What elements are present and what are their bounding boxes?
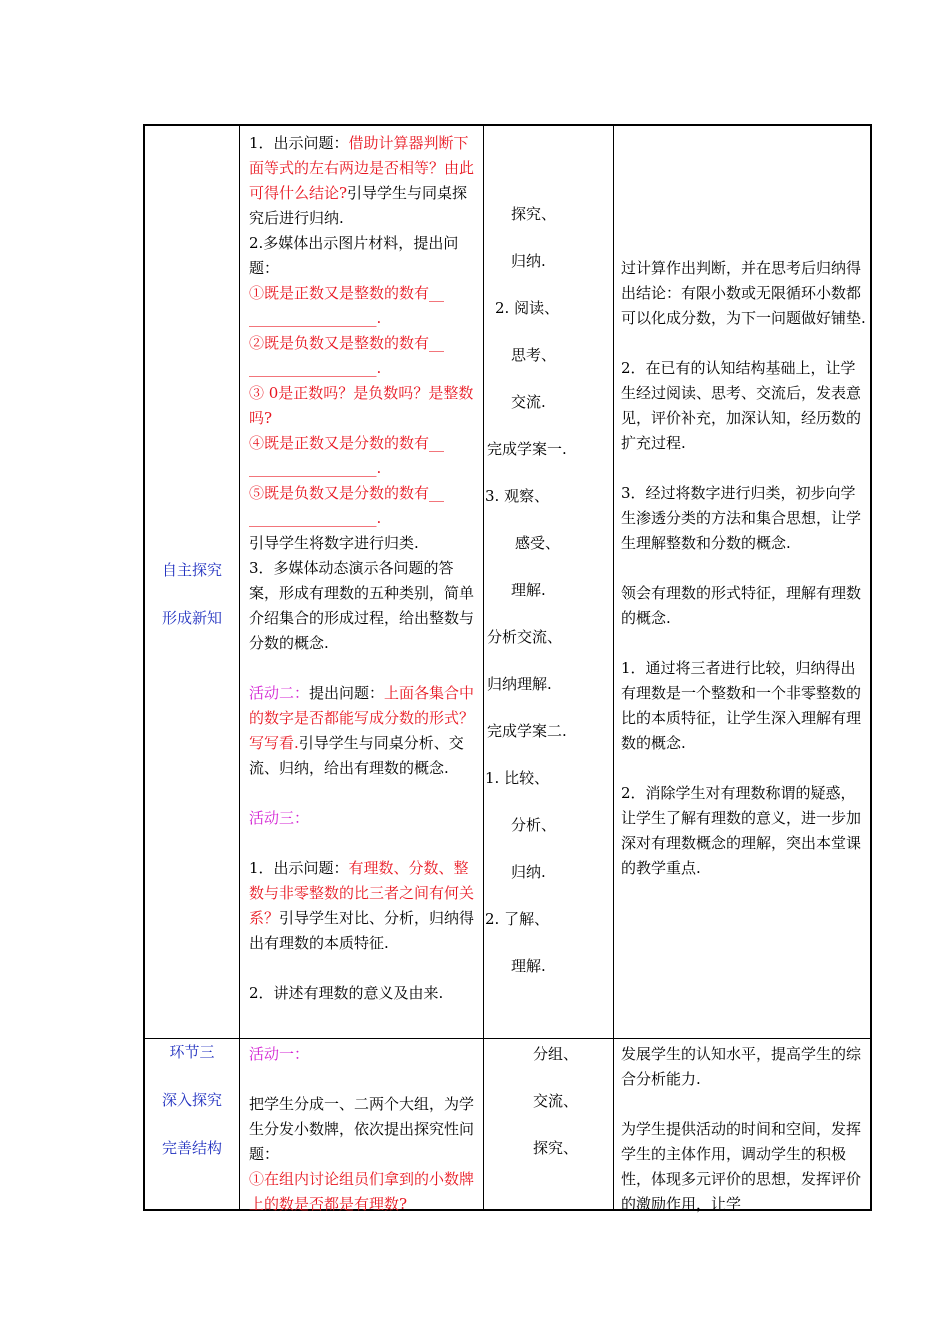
text-run: 引导学生与同桌探究后进行归纳. — [249, 184, 468, 227]
teacher-paragraph — [249, 331, 477, 356]
text-run: 上面各集合中的数字是否都能写成分数的形式？写写看. — [249, 684, 475, 752]
text-run: 引导学生与同桌分析、交流、归纳，给出有理数的概念. — [249, 734, 464, 777]
text-run: 3．多媒体动态演示各问题的答案，形成有理数的五种类别，简单介绍集合的形成过程，给出整数与分数的概念. — [249, 559, 475, 652]
text-run: 引导学生对比、分析，归纳得出有理数的本质特征. — [249, 909, 475, 952]
teacher-paragraph — [249, 356, 477, 381]
teacher-paragraph — [249, 506, 477, 531]
student-activity-line: 理解. — [511, 581, 546, 599]
student-activity-line: 探究、 — [533, 1139, 579, 1157]
stage-label: 自主探究 — [161, 561, 222, 579]
stage-label: 完善结构 — [161, 1139, 222, 1157]
text-run: 1．出示问题： — [249, 859, 349, 877]
teacher-paragraph — [249, 1167, 477, 1217]
student-activity-line: 2. 了解、 — [485, 910, 550, 928]
column-divider — [613, 126, 614, 1209]
student-activity-line: 完成学案二. — [487, 722, 567, 740]
teacher-paragraph — [249, 681, 477, 781]
teacher-paragraph — [249, 981, 477, 1006]
row1-intent-cell — [621, 256, 867, 881]
intent-paragraph: 发展学生的认知水平，提高学生的综合分析能力. — [621, 1045, 862, 1088]
stage-label: 环节三 — [169, 1043, 215, 1061]
row2-stage-cell — [145, 1040, 239, 1184]
lesson-plan-table — [143, 124, 872, 1211]
text-run: ①在组内讨论组员们拿到的小数牌上的数是否都是有理数? — [249, 1170, 475, 1213]
intent-paragraph: 为学生提供活动的时间和空间，发挥学生的主体作用，调动学生的积极性，体现多元评价的思想，发挥评价的激励作用，让学 — [621, 1120, 862, 1213]
teacher-paragraph — [249, 306, 477, 331]
text-run: 引导学生将数字进行归类. — [249, 534, 419, 552]
student-activity-line: 分组、 — [533, 1045, 579, 1063]
spacer — [621, 756, 867, 781]
teacher-paragraph — [249, 131, 477, 231]
text-run: ③ 0是正数吗？是负数吗？是整数吗? — [249, 384, 474, 427]
teacher-paragraph — [249, 456, 477, 481]
spacer — [249, 956, 477, 981]
teacher-paragraph — [249, 856, 477, 956]
text-run: ①既是正数又是整数的数有__ — [249, 284, 445, 302]
text-run: _________________. — [249, 459, 382, 477]
student-activity-line: 归纳. — [511, 863, 546, 881]
student-activity-line: 交流. — [511, 393, 546, 411]
text-run: 把学生分成一、二两个大组，为学生分发小数牌，依次提出探究性问题： — [249, 1095, 475, 1163]
student-activity-line: 感受、 — [515, 534, 561, 552]
row1-teacher-cell — [249, 131, 477, 1006]
intent-paragraph: 领会有理数的形式特征，理解有理数的概念. — [621, 584, 862, 627]
teacher-paragraph — [249, 481, 477, 506]
row2-teacher-cell — [249, 1042, 477, 1217]
student-activity-line: 完成学案一. — [487, 440, 567, 458]
text-run: 活动三： — [249, 809, 310, 827]
student-activity-line: 归纳理解. — [487, 675, 552, 693]
row1-student-cell — [485, 202, 611, 1001]
student-activity-line: 3. 观察、 — [485, 487, 550, 505]
student-activity-line: 探究、 — [511, 205, 557, 223]
student-activity-line: 思考、 — [511, 346, 557, 364]
spacer — [249, 1067, 477, 1092]
student-activity-line: 分析交流、 — [487, 628, 563, 646]
teacher-paragraph — [249, 556, 477, 656]
text-run: 有理数、分数、整数与非零整数的比三者之间有何关系？ — [249, 859, 475, 927]
text-run: 2．讲述有理数的意义及由来. — [249, 984, 444, 1002]
text-run: 活动一： — [249, 1045, 310, 1063]
text-run: 活动二： — [249, 684, 310, 702]
text-run: 1．出示问题： — [249, 134, 349, 152]
spacer — [621, 556, 867, 581]
stage-label: 形成新知 — [161, 609, 222, 627]
text-run: ②既是负数又是整数的数有__ — [249, 334, 445, 352]
teacher-paragraph — [249, 531, 477, 556]
intent-paragraph: 过计算作出判断，并在思考后归纳得出结论：有限小数或无限循环小数都可以化成分数，为下一问题做好铺垫. — [621, 259, 866, 327]
student-activity-line: 交流、 — [533, 1092, 579, 1110]
teacher-paragraph — [249, 1092, 477, 1167]
spacer — [249, 781, 477, 806]
spacer — [621, 331, 867, 356]
intent-paragraph: 3．经过将数字进行归类，初步向学生渗透分类的方法和集合思想，让学生理解整数和分数的概念. — [621, 484, 862, 552]
stage-label: 深入探究 — [161, 1091, 222, 1109]
spacer — [249, 656, 477, 681]
student-activity-line: 1. 比较、 — [485, 769, 550, 787]
teacher-paragraph — [249, 381, 477, 431]
teacher-paragraph — [249, 431, 477, 456]
teacher-paragraph — [249, 806, 477, 831]
student-activity-line: 理解. — [511, 957, 546, 975]
student-activity-line: 2. 阅读、 — [495, 299, 560, 317]
intent-paragraph: 2．在已有的认知结构基础上，让学生经过阅读、思考、交流后，发表意见，评价补充，加深认知，经历数的扩充过程. — [621, 359, 862, 452]
text-run: ⑤既是负数又是分数的数有__ — [249, 484, 445, 502]
teacher-paragraph — [249, 1042, 477, 1067]
text-run: 2.多媒体出示图片材料，提出问题： — [249, 234, 459, 277]
spacer — [621, 1092, 867, 1117]
row1-stage-cell — [145, 126, 239, 1038]
intent-paragraph: 1．通过将三者进行比较，归纳得出有理数是一个整数和一个非零整数的比的本质特征，让学生深入理解有理数的概念. — [621, 659, 862, 752]
row2-intent-cell — [621, 1042, 867, 1217]
intent-paragraph: 2．消除学生对有理数称谓的疑惑，让学生了解有理数的意义，进一步加深对有理数概念的理解，突出本堂课的教学重点. — [621, 784, 862, 877]
row-divider — [145, 1038, 870, 1039]
spacer — [621, 456, 867, 481]
student-activity-line: 分析、 — [511, 816, 557, 834]
text-run: 借助计算器判断下面等式的左右两边是否相等？由此可得什么结论? — [249, 134, 475, 202]
column-divider — [239, 126, 240, 1209]
student-activity-line: 归纳. — [511, 252, 546, 270]
text-run: _________________. — [249, 309, 382, 327]
text-run: 提出问题： — [309, 684, 385, 702]
text-run: ④既是正数又是分数的数有__ — [249, 434, 445, 452]
teacher-paragraph — [249, 281, 477, 306]
spacer — [249, 831, 477, 856]
spacer — [621, 631, 867, 656]
teacher-paragraph — [249, 231, 477, 281]
row2-student-cell — [533, 1042, 611, 1183]
text-run: _________________. — [249, 509, 382, 527]
text-run: _________________. — [249, 359, 382, 377]
column-divider — [483, 126, 484, 1209]
